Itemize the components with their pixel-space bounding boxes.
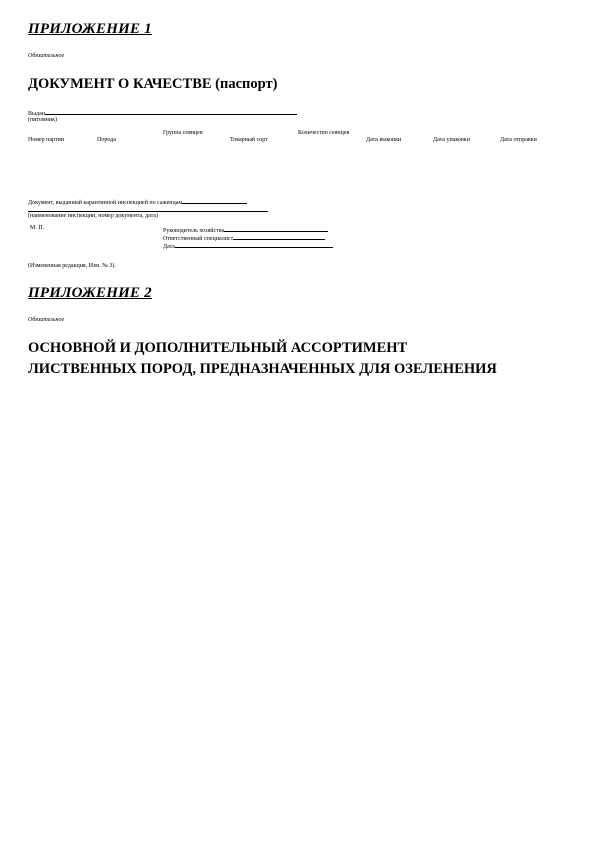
quarantine-document-blank (182, 197, 247, 204)
column-header-seedling-quantity: Количество сеянцев (298, 130, 350, 136)
appendix-2-heading: ПРИЛОЖЕНИЕ 2 (28, 285, 152, 301)
column-header-seedling-group: Группа сеянцев (163, 130, 203, 136)
inspection-note: (наименование инспекции, номер документа, дата) (28, 213, 159, 219)
quarantine-document-line (28, 197, 247, 207)
responsible-signature-blank (233, 233, 325, 240)
issued-blank (45, 108, 297, 115)
column-header-digging-date: Дата выкопки (366, 137, 402, 143)
revision-note: (Измененная редакция, Изм. № 3). (28, 263, 116, 269)
issued-line (28, 108, 297, 118)
column-header-packing-date: Дата упаковки (433, 137, 470, 143)
date-label: Дата (163, 244, 175, 250)
inspection-blank-line (28, 211, 268, 212)
date-line (163, 241, 333, 251)
quality-document-title: ДОКУМЕНТ О КАЧЕСТВЕ (паспорт) (28, 76, 278, 92)
appendix-1-mandatory-label: Обязательное (28, 53, 65, 59)
column-header-batch-number: Номер партии (28, 137, 65, 143)
responsible-label: Ответственный специалист (163, 236, 234, 242)
date-blank (175, 241, 333, 248)
column-header-commercial-grade: Товарный сорт (230, 137, 268, 143)
assortment-title: ОСНОВНОЙ И ДОПОЛНИТЕЛЬНЫЙ АССОРТИМЕНТ ЛИСТВЕННЫХ ПОРОД, ПРЕДНАЗНАЧЕННЫХ ДЛЯ ОЗЕЛЕНЕНИЯ (28, 340, 497, 377)
column-header-shipping-date: Дата отправки (500, 137, 537, 143)
head-label: Руководитель хозяйства (163, 228, 225, 234)
seal-label: М. П. (30, 225, 45, 231)
appendix-1-heading: ПРИЛОЖЕНИЕ 1 (28, 21, 152, 37)
head-signature-blank (224, 225, 328, 232)
nursery-label: (питомник) (28, 117, 57, 123)
issued-label: Выдан (28, 111, 45, 117)
column-header-species: Порода (97, 137, 116, 143)
quarantine-document-label: Документ, выданный карантинной инспекцией по саженцам (28, 200, 183, 206)
appendix-2-mandatory-label: Обязательное (28, 317, 65, 323)
